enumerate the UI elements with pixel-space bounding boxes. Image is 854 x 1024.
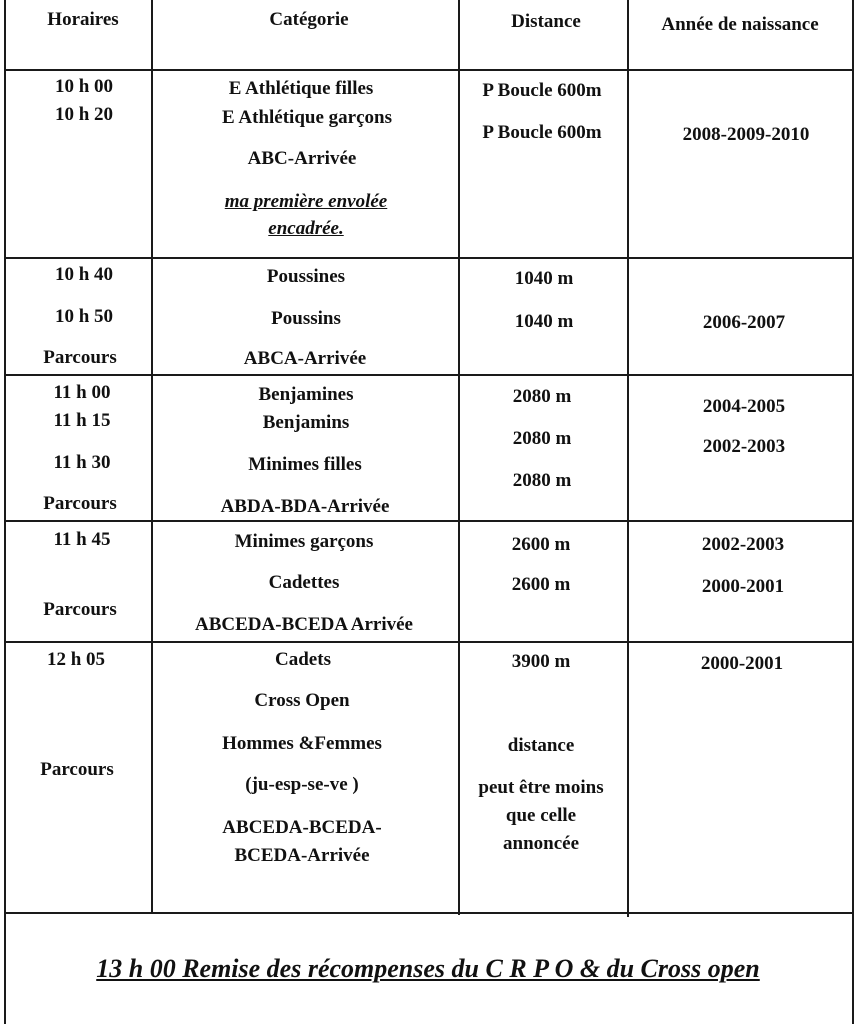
- row-2-horaire: 10 h 40: [54, 264, 114, 285]
- grid-line: [4, 257, 854, 259]
- row-2-annee: 2006-2007: [702, 312, 786, 333]
- row-1-distance: P Boucle 600m: [482, 122, 602, 143]
- row-3-annee: 2002-2003: [702, 436, 786, 457]
- row-1-categorie: E Athlétique filles: [228, 78, 374, 99]
- row-3-horaire: Parcours: [43, 493, 117, 514]
- row-2-categorie: Poussines: [266, 266, 346, 287]
- row-5-distance: annoncée: [503, 833, 579, 854]
- row-3-distance: 2080 m: [512, 428, 572, 449]
- row-3-categorie: Benjamines: [258, 384, 354, 405]
- row-4-distance: 2600 m: [511, 574, 571, 595]
- row-3-horaire: 11 h 15: [53, 410, 111, 431]
- row-2-horaire: 10 h 50: [54, 306, 114, 327]
- grid-line: [4, 69, 854, 71]
- row-5-categorie: ABCEDA-BCEDA-: [222, 817, 382, 838]
- grid-line: [627, 0, 629, 917]
- row-4-categorie: ABCEDA-BCEDA Arrivée: [195, 614, 413, 635]
- row-5-categorie: BCEDA-Arrivée: [234, 845, 370, 866]
- row-2-categorie: ABCA-Arrivée: [243, 348, 367, 369]
- row-1-horaire: 10 h 20: [54, 104, 114, 125]
- grid-line: [458, 0, 460, 915]
- row-3-horaire: 11 h 00: [53, 382, 111, 403]
- row-4-annee: 2002-2003: [701, 534, 785, 555]
- row-4-horaire: 11 h 45: [53, 529, 111, 550]
- header-categorie: Catégorie: [269, 9, 349, 30]
- grid-line: [4, 520, 854, 522]
- row-1-distance: P Boucle 600m: [482, 80, 602, 101]
- row-5-distance: distance: [507, 735, 575, 756]
- grid-line: [4, 0, 6, 1024]
- row-4-horaire: Parcours: [43, 599, 117, 620]
- header-distance: Distance: [511, 11, 581, 32]
- row-3-categorie: Minimes filles: [248, 454, 362, 475]
- row-3-distance: 2080 m: [512, 386, 572, 407]
- row-1-categorie-note: ma première envolée: [224, 191, 388, 212]
- row-5-distance: que celle: [505, 805, 577, 826]
- row-2-distance: 1040 m: [514, 268, 574, 289]
- row-5-horaire: Parcours: [40, 759, 114, 780]
- row-5-distance: peut être moins: [478, 777, 604, 798]
- grid-line: [4, 641, 854, 643]
- row-2-distance: 1040 m: [514, 311, 574, 332]
- header-horaires: Horaires: [47, 9, 119, 30]
- row-5-categorie: Hommes &Femmes: [222, 733, 382, 754]
- row-3-categorie: ABDA-BDA-Arrivée: [220, 496, 390, 517]
- row-1-annee: 2008-2009-2010: [682, 124, 810, 145]
- row-3-horaire: 11 h 30: [53, 452, 111, 473]
- row-5-categorie: (ju-esp-se-ve ): [245, 774, 359, 795]
- row-2-horaire: Parcours: [43, 347, 117, 368]
- row-5-categorie: Cross Open: [254, 690, 350, 711]
- header-annee: Année de naissance: [661, 14, 819, 35]
- row-5-annee: 2000-2001: [700, 653, 784, 674]
- row-5-horaire: 12 h 05: [46, 649, 106, 670]
- grid-line: [151, 0, 153, 912]
- row-2-categorie: Poussins: [271, 308, 341, 329]
- row-1-categorie: ABC-Arrivée: [247, 148, 357, 169]
- row-3-categorie: Benjamins: [262, 412, 350, 433]
- row-3-annee: 2004-2005: [702, 396, 786, 417]
- row-1-categorie: E Athlétique garçons: [222, 107, 392, 128]
- row-5-distance: 3900 m: [511, 651, 571, 672]
- row-4-distance: 2600 m: [511, 534, 571, 555]
- row-4-categorie: Minimes garçons: [234, 531, 374, 552]
- row-1-categorie-note: encadrée.: [268, 218, 344, 239]
- grid-line: [4, 374, 854, 376]
- awards-footer: 13 h 00 Remise des récompenses du C R P O & du Cross open: [96, 954, 760, 983]
- row-4-annee: 2000-2001: [701, 576, 785, 597]
- row-5-categorie: Cadets: [275, 649, 331, 670]
- row-3-distance: 2080 m: [512, 470, 572, 491]
- grid-line: [4, 912, 854, 914]
- row-4-categorie: Cadettes: [268, 572, 340, 593]
- row-1-horaire: 10 h 00: [54, 76, 114, 97]
